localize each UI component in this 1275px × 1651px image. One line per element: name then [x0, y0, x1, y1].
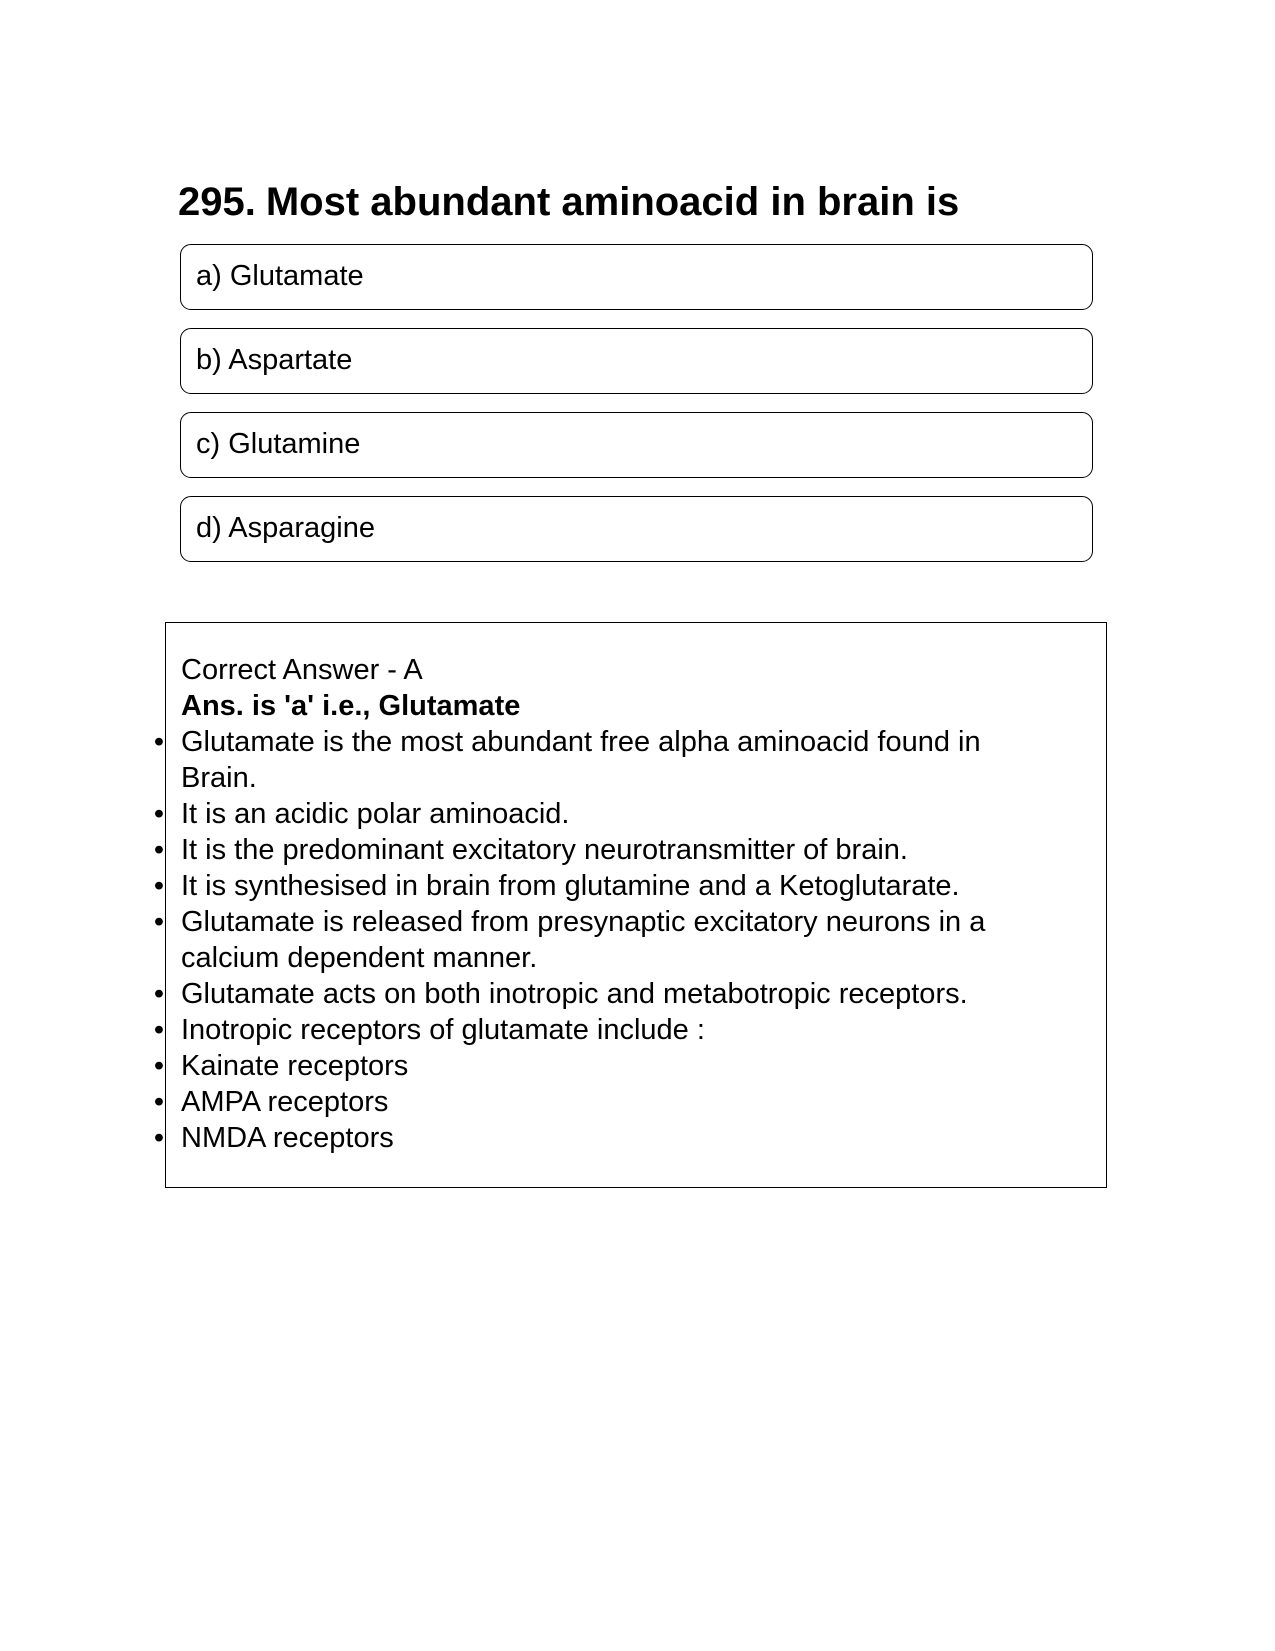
list-item: [153, 1012, 1041, 1048]
bullet-icon: •: [153, 1050, 165, 1082]
option-b[interactable]: b) Aspartate: [180, 328, 1093, 394]
bullet-icon: •: [153, 834, 165, 866]
correct-answer-line: Correct Answer - A: [181, 654, 423, 686]
option-a[interactable]: a) Glutamate: [180, 244, 1093, 310]
question-text: Most abundant aminoacid in brain is: [265, 180, 960, 224]
list-item-text: NMDA receptors: [181, 1122, 394, 1154]
option-d[interactable]: d) Asparagine: [180, 496, 1093, 562]
bullet-icon: •: [153, 1122, 165, 1154]
list-item: [153, 1120, 1041, 1156]
list-item: [153, 724, 1041, 796]
list-item: [153, 868, 1041, 904]
answer-summary: Ans. is 'a' i.e., Glutamate: [181, 690, 521, 722]
bullet-icon: •: [153, 798, 165, 830]
list-item-text: Inotropic receptors of glutamate include :: [181, 1014, 705, 1046]
answer-explanation: [153, 652, 1041, 1156]
question-title: [178, 176, 959, 228]
bullet-icon: •: [153, 978, 165, 1010]
list-item-text: It is synthesised in brain from glutamine and a Ketoglutarate.: [181, 870, 960, 902]
list-item-text: Glutamate is released from presynaptic excitatory neurons in a calcium dependent manner.: [181, 906, 986, 974]
list-item-text: Glutamate is the most abundant free alpha aminoacid found in Brain.: [181, 726, 981, 794]
list-item: [153, 904, 1041, 976]
list-item: [153, 832, 1041, 868]
list-item-text: AMPA receptors: [181, 1086, 389, 1118]
question-number: 295.: [178, 180, 256, 224]
list-item: [153, 976, 1041, 1012]
list-item-text: Kainate receptors: [181, 1050, 409, 1082]
bullet-icon: •: [153, 906, 165, 938]
list-item-text: It is the predominant excitatory neurotransmitter of brain.: [181, 834, 908, 866]
explanation-list: [153, 724, 1041, 1156]
bullet-icon: •: [153, 726, 165, 758]
list-item-text: Glutamate acts on both inotropic and metabotropic receptors.: [181, 978, 968, 1010]
option-c[interactable]: c) Glutamine: [180, 412, 1093, 478]
list-item: [153, 1084, 1041, 1120]
bullet-icon: •: [153, 1086, 165, 1118]
list-item: [153, 796, 1041, 832]
list-item: [153, 1048, 1041, 1084]
list-item-text: It is an acidic polar aminoacid.: [181, 798, 570, 830]
bullet-icon: •: [153, 870, 165, 902]
bullet-icon: •: [153, 1014, 165, 1046]
